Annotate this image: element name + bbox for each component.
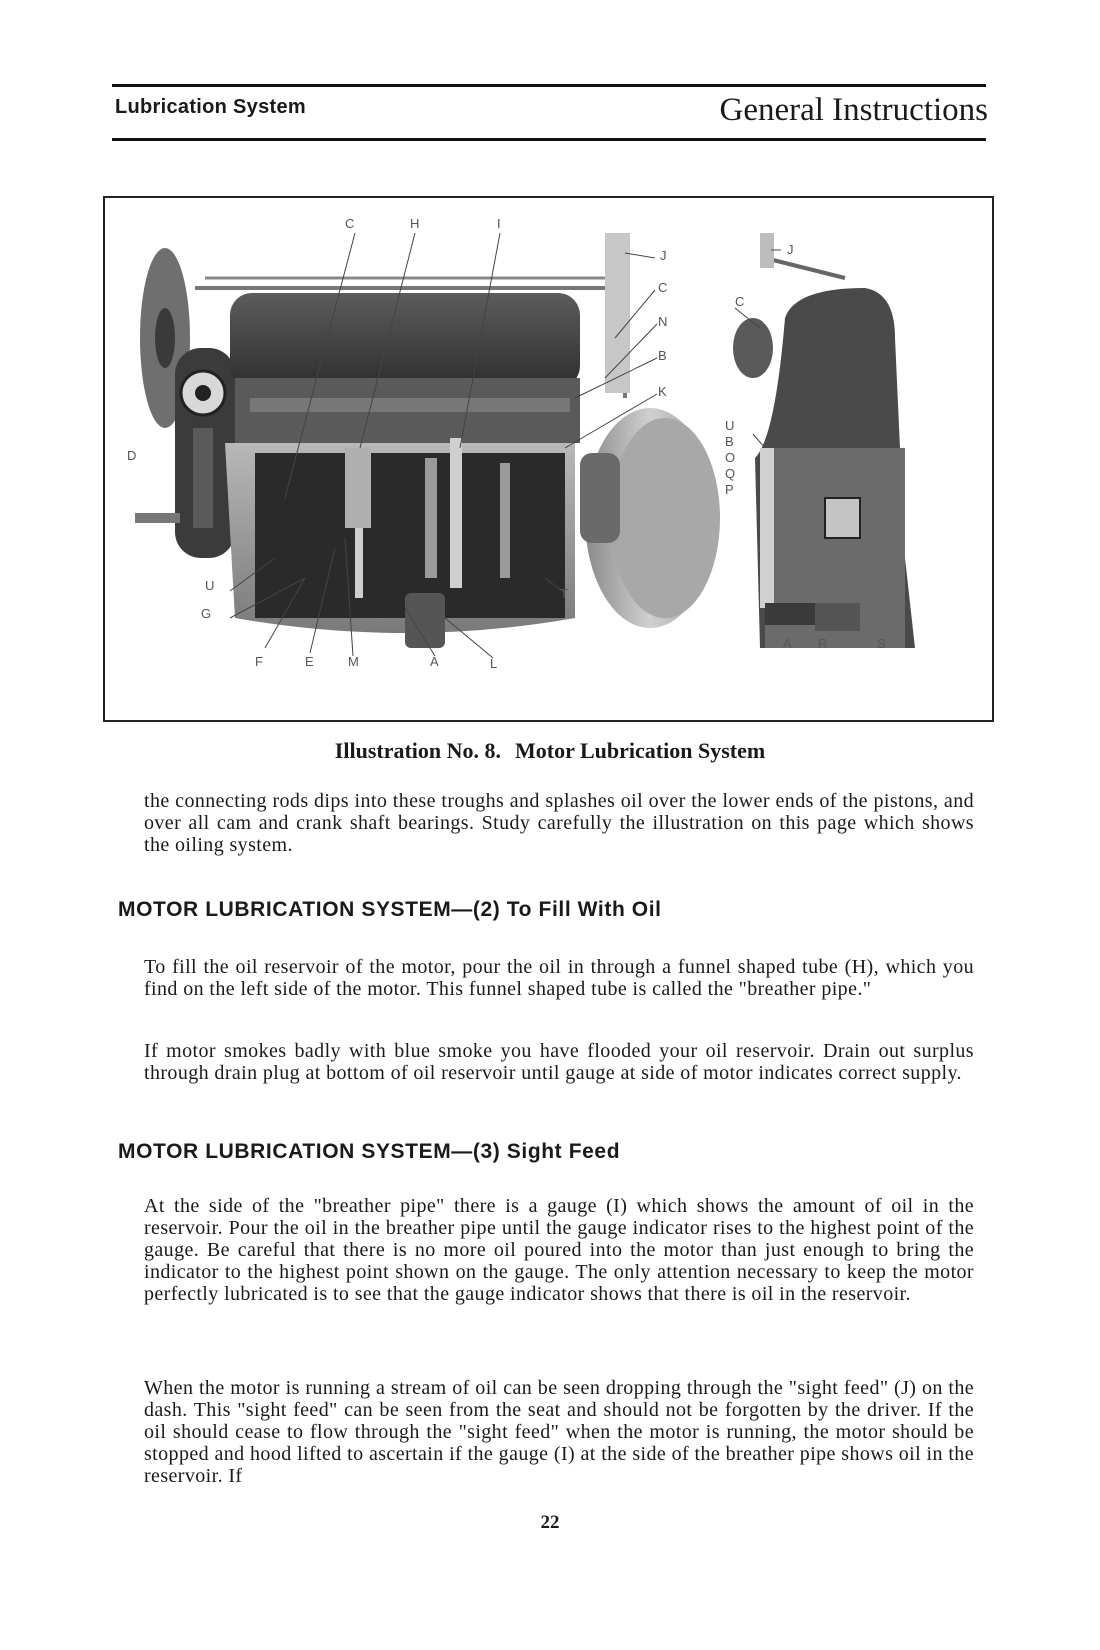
figure-label: A — [430, 654, 439, 669]
figure-label: H — [410, 216, 420, 231]
figure-label: N — [658, 314, 668, 329]
running-header-title: General Instructions — [719, 92, 988, 128]
page-number: 22 — [540, 1512, 560, 1533]
figure-label: B — [725, 434, 734, 449]
header-rule-top — [112, 84, 986, 87]
figure-label: T — [560, 586, 568, 601]
caption-number: Illustration No. 8. — [334, 738, 502, 763]
figure-label: D — [127, 448, 137, 463]
figure-label: E — [305, 654, 314, 669]
figure-label: C — [345, 216, 355, 231]
caption-title: Motor Lubrication System — [515, 738, 766, 763]
figure-label: Q — [725, 466, 736, 481]
engine-side-view — [127, 216, 720, 671]
figure-label: U — [725, 418, 735, 433]
figure-label: C — [658, 280, 668, 295]
figure-label: M — [348, 654, 359, 669]
paragraph-gauge: At the side of the "breather pipe" there is a gauge (I) which shows the amount of oil in the reservoir. Pour the oil in the breather pipe until the gauge indicator rises to the highest point of the gauge. Be careful that there is no more oil poured into the motor than just enough to bring the indicator to the highest point shown on the gauge. The only attention necessary to keep the motor perfectly lubricated is to see that the gauge indicator shows that there is oil in the reservoir. — [144, 1195, 974, 1305]
figure-label: I — [497, 216, 501, 231]
figure-label: J — [787, 242, 794, 257]
figure-label: F — [255, 654, 263, 669]
figure-label: C — [735, 294, 745, 309]
running-header-section: Lubrication System — [115, 96, 306, 118]
figure-label: O — [725, 450, 736, 465]
figure-label: B — [658, 348, 667, 363]
figure-label: A — [783, 636, 792, 651]
paragraph-oiling-intro: the connecting rods dips into these troughs and splashes oil over the lower ends of the pistons, and over all cam and crank shaft bearings. Study carefully the illustration on this page which shows the oiling system. — [144, 790, 974, 856]
paragraph-sight-feed: When the motor is running a stream of oil can be seen dropping through the "sight feed" (J) on the dash. This "sight feed" can be seen from the seat and should not be forgotten by the driver. If the oil should cease to flow through the "sight feed" when the motor is running, the motor should be stopped and hood lifted to ascertain if the gauge (I) at the side of the breather pipe shows oil in the reservoir. If — [144, 1377, 974, 1487]
figure-label: P — [725, 482, 734, 497]
figure-caption — [0, 738, 1100, 764]
motor-lubrication-illustration — [103, 196, 994, 722]
figure-label: J — [660, 248, 667, 263]
engine-cross-section-view — [725, 233, 915, 651]
paragraph-blue-smoke: If motor smokes badly with blue smoke you have flooded your oil reservoir. Drain out surplus through drain plug at bottom of oil reservoir until gauge at side of motor indicates correct supply. — [144, 1040, 974, 1084]
figure-label: K — [658, 384, 667, 399]
figure-label: L — [490, 656, 498, 671]
header-rule-bottom — [112, 138, 986, 141]
figure-label: R — [818, 636, 828, 651]
figure-label: S — [877, 636, 886, 651]
section-heading-fill-with-oil: MOTOR LUBRICATION SYSTEM—(2) To Fill With Oil — [118, 898, 662, 921]
figure-label: U — [205, 578, 215, 593]
figure-label: G — [201, 606, 212, 621]
paragraph-fill-oil: To fill the oil reservoir of the motor, pour the oil in through a funnel shaped tube (H), which you find on the left side of the motor. This funnel shaped tube is called the "breather pipe." — [144, 956, 974, 1000]
section-heading-sight-feed: MOTOR LUBRICATION SYSTEM—(3) Sight Feed — [118, 1140, 621, 1163]
